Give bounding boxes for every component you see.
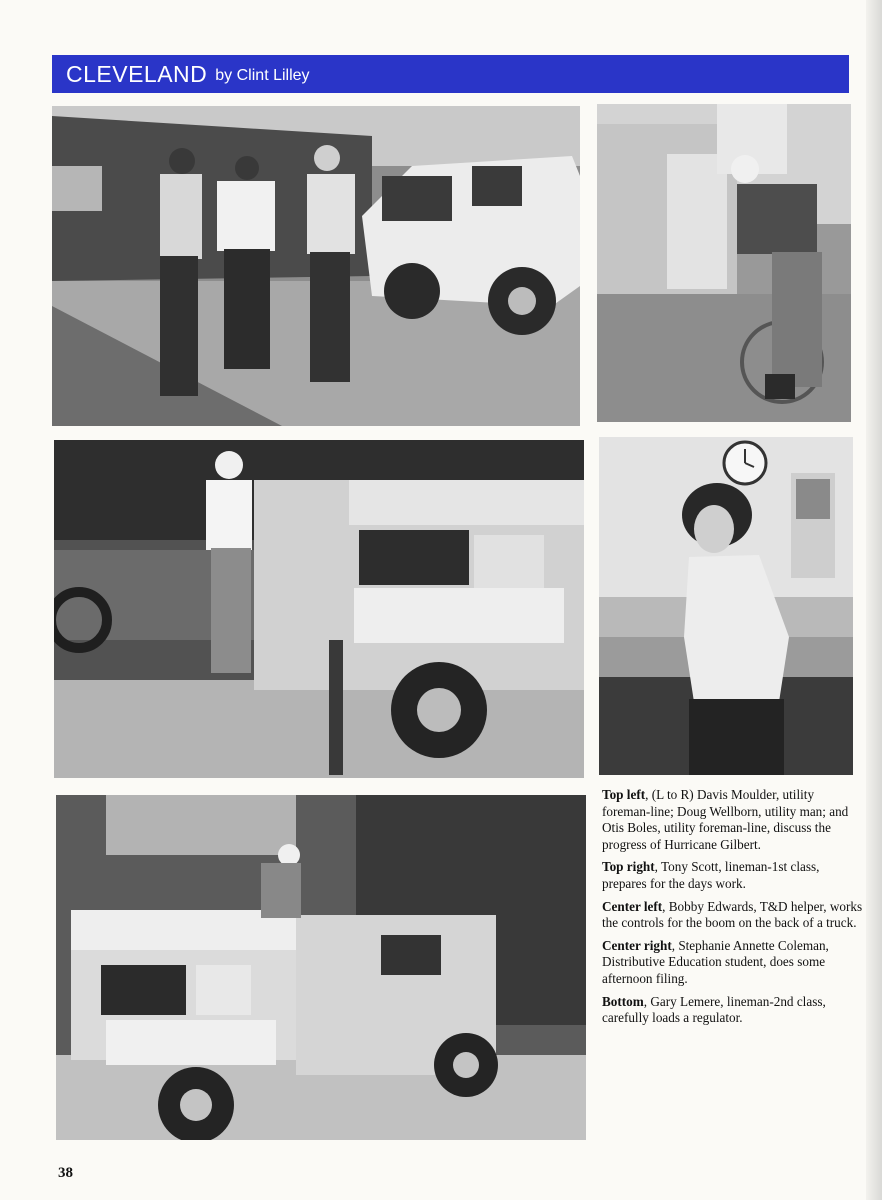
photo-top-left-illustration: [52, 106, 580, 426]
caption-text: , Stephanie Annette Coleman, Distributive Education student, does some afternoon filing.: [602, 937, 829, 986]
caption-top-left: [602, 787, 864, 853]
photo-captions: [602, 787, 864, 1033]
banner-byline: by Clint Lilley: [215, 67, 310, 84]
photo-center-right: [599, 437, 853, 775]
banner-city-title: CLEVELAND: [66, 60, 208, 87]
section-banner: [52, 55, 849, 93]
page-number: 38: [58, 1165, 73, 1181]
caption-text: , Gary Lemere, lineman-2nd class, carefully loads a regulator.: [602, 993, 826, 1026]
caption-label: Center right: [602, 937, 672, 953]
caption-top-right: [602, 859, 864, 892]
caption-text: , Tony Scott, lineman-1st class, prepares for the days work.: [602, 859, 820, 891]
photo-bottom-illustration: [56, 795, 586, 1140]
caption-text: , Bobby Edwards, T&D helper, works the controls for the boom on the back of a truck.: [602, 898, 863, 931]
photo-bottom: [56, 795, 586, 1140]
page-edge-shadow: [866, 0, 882, 1200]
photo-top-right-illustration: [597, 104, 851, 422]
caption-text: , (L to R) Davis Moulder, utility foreman-line; Doug Wellborn, utility man; and Otis Boles, utility foreman-line, discuss the progress of Hurricane Gilbert.: [602, 787, 849, 852]
photo-center-right-illustration: [599, 437, 853, 775]
caption-label: Bottom: [602, 993, 644, 1009]
caption-center-right: [602, 938, 864, 988]
caption-label: Top right: [602, 859, 655, 875]
caption-center-left: [602, 899, 864, 932]
caption-label: Top left: [602, 787, 646, 802]
photo-center-left: [54, 440, 584, 778]
caption-label: Center left: [602, 898, 663, 914]
photo-top-left: [52, 106, 580, 426]
caption-bottom: [602, 994, 864, 1027]
photo-center-left-illustration: [54, 440, 584, 778]
photo-top-right: [597, 104, 851, 422]
